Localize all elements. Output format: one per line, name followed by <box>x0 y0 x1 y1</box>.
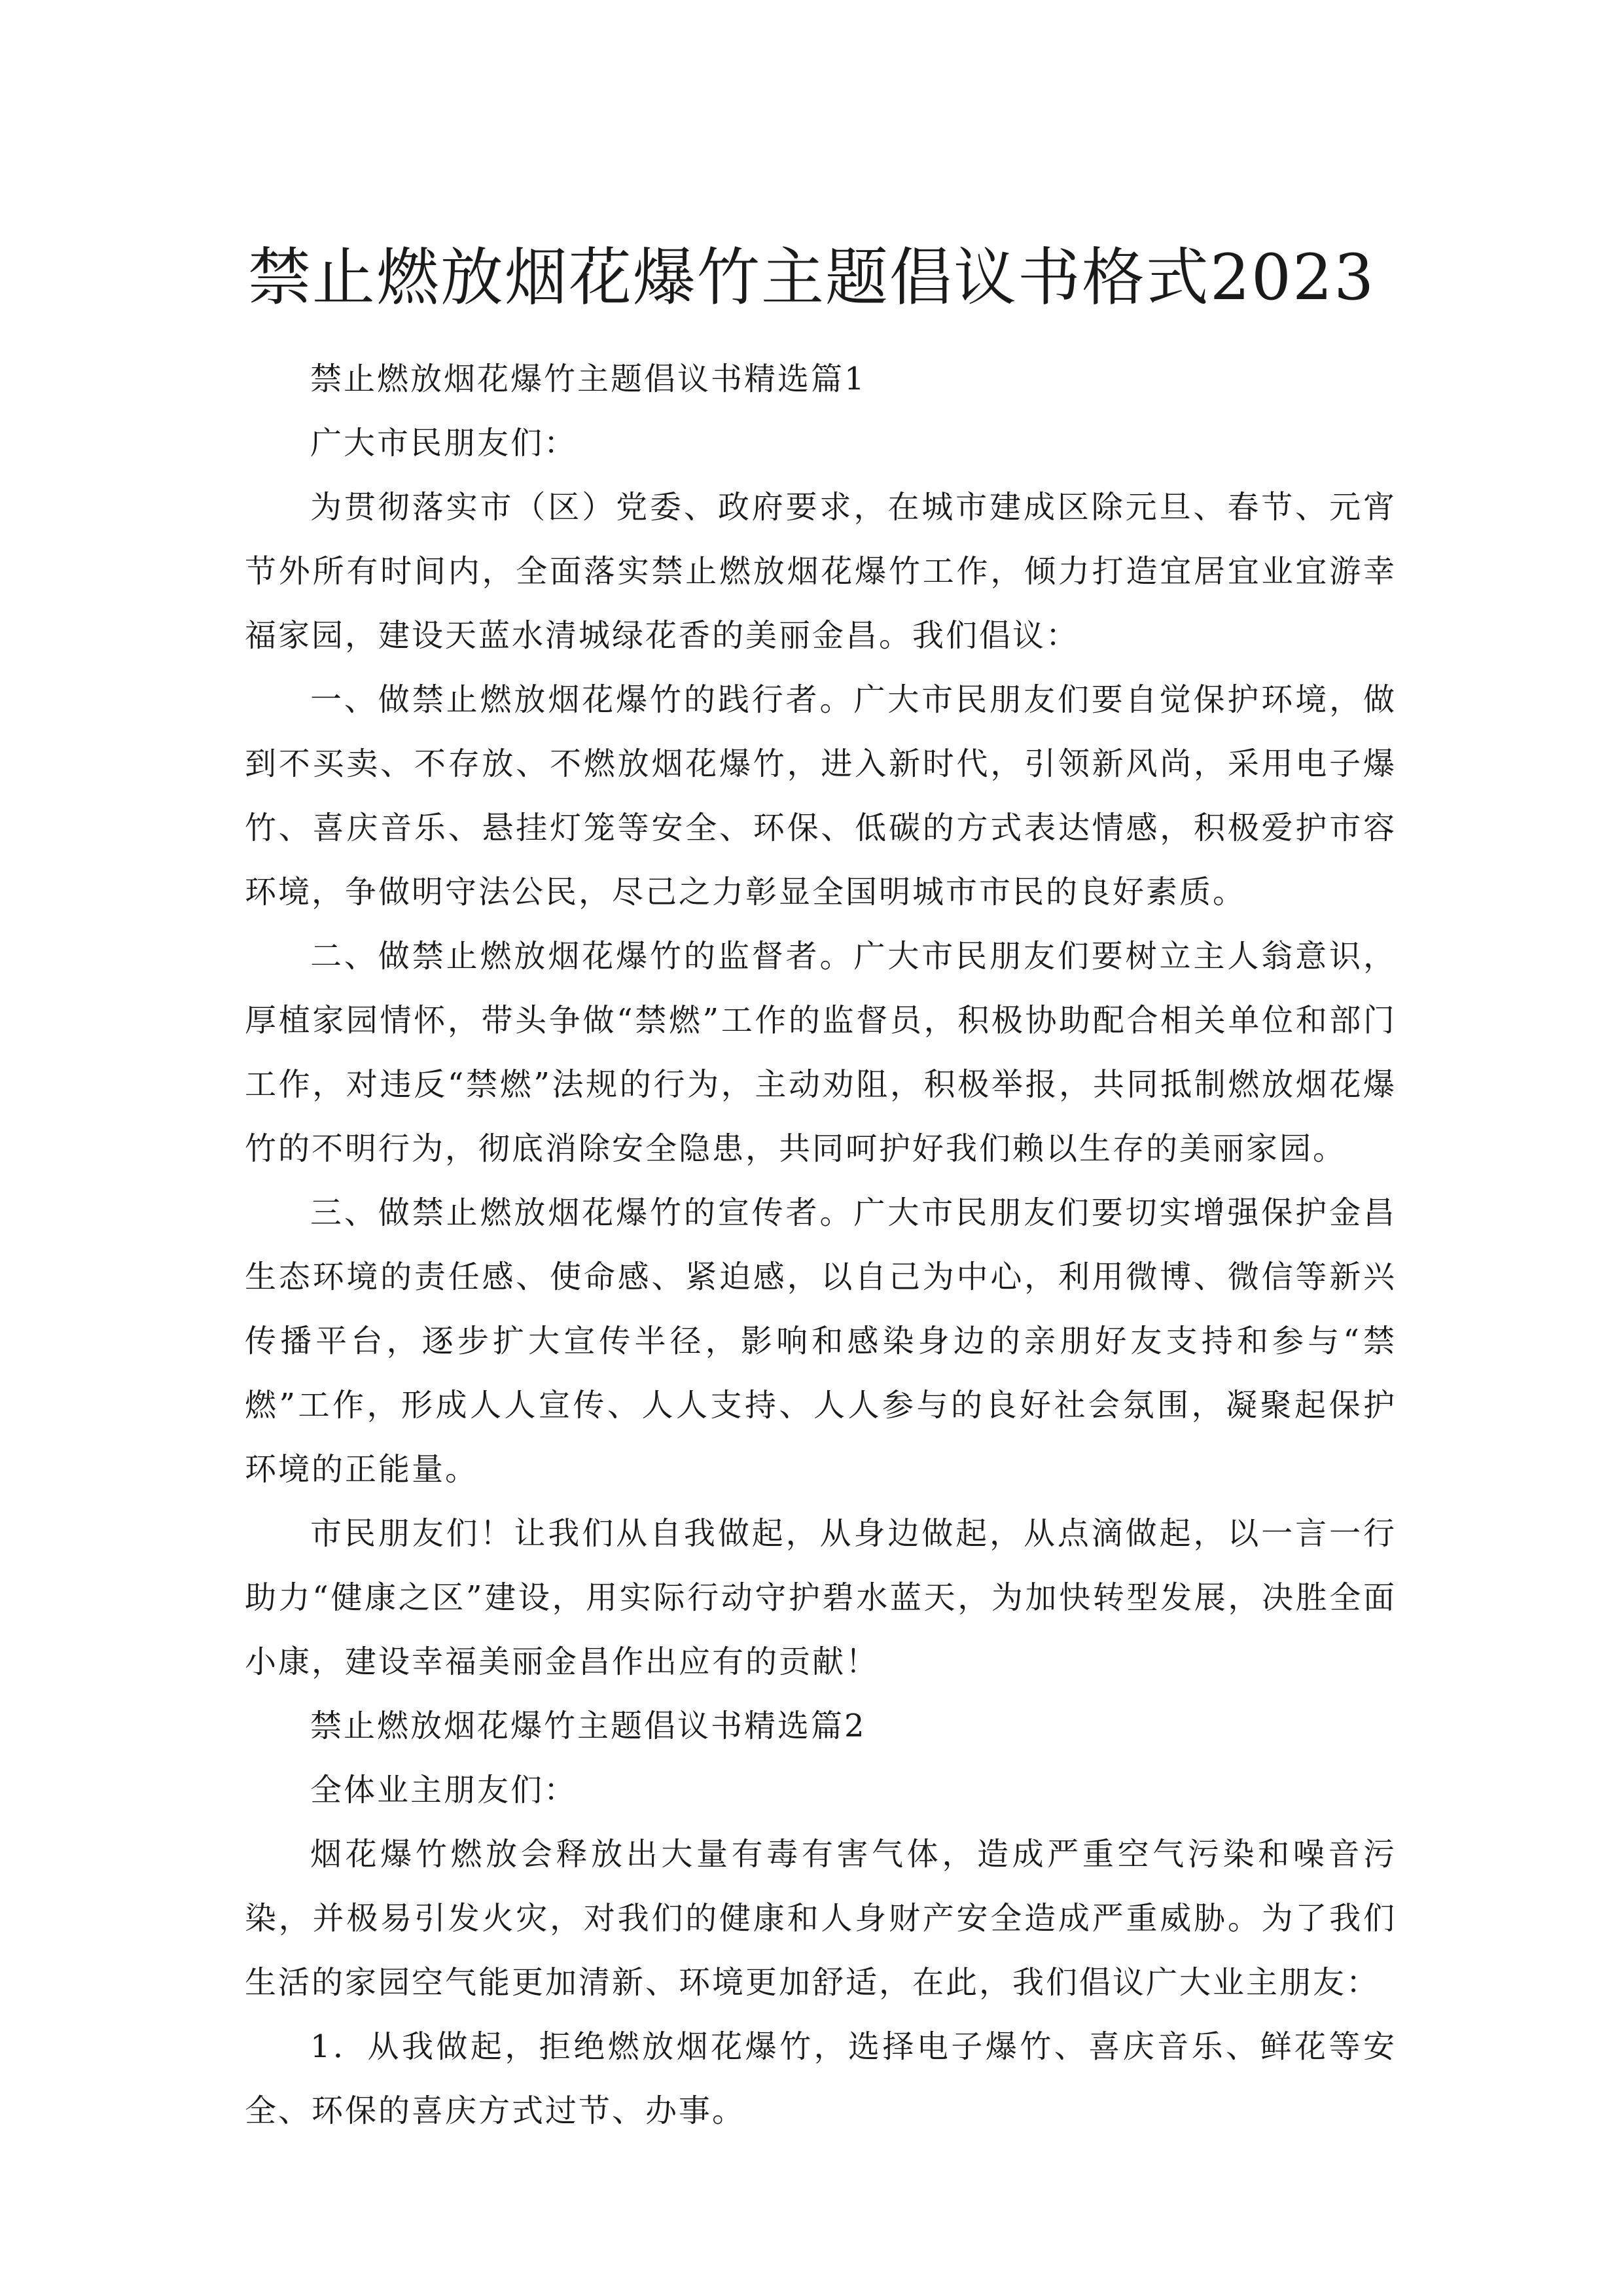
paragraph-item-2: 二、做禁止燃放烟花爆竹的监督者。广大市民朋友们要树立主人翁意识，厚植家园情怀，带头争做“禁燃”工作的监督员，积极协助配合相关单位和部门工作，对违反“禁燃”法规的行为，主动劝阻，积极举报，共同抵制燃放烟花爆竹的不明行为，彻底消除安全隐患，共同呵护好我们赖以生存的美丽家园。 <box>245 938 1397 1167</box>
paragraph-intro: 为贯彻落实市（区）党委、政府要求，在城市建成区除元旦、春节、元宵节外所有时间内，全面落实禁止燃放烟花爆竹工作，倾力打造宜居宜业宜游幸福家园，建设天蓝水清城绿花香的美丽金昌。我们倡议： <box>245 489 1397 654</box>
paragraph-closing: 市民朋友们！让我们从自我做起，从身边做起，从点滴做起，以一言一行助力“健康之区”建设，用实际行动守护碧水蓝天，为加快转型发展，决胜全面小康，建设幸福美丽金昌作出应有的贡献！ <box>245 1515 1397 1680</box>
section-heading-2: 禁止燃放烟花爆竹主题倡议书精选篇2 <box>310 1708 866 1744</box>
paragraph-intro-2: 烟花爆竹燃放会释放出大量有毒有害气体，造成严重空气污染和噪音污染，并极易引发火灾，对我们的健康和人身财产安全造成严重威胁。为了我们生活的家园空气能更加清新、环境更加舒适，在此，我们倡议广大业主朋友： <box>245 1836 1397 2001</box>
salutation-2: 全体业主朋友们： <box>310 1772 578 1808</box>
paragraph-item-3: 三、做禁止燃放烟花爆竹的宣传者。广大市民朋友们要切实增强保护金昌生态环境的责任感、使命感、紧迫感，以自己为中心，利用微博、微信等新兴传播平台，逐步扩大宣传半径，影响和感染身边的亲朋好友支持和参与“禁燃”工作，形成人人宣传、人人支持、人人参与的良好社会氛围，凝聚起保护环境的正能量。 <box>245 1194 1397 1488</box>
paragraph-point-1: 1．从我做起，拒绝燃放烟花爆竹，选择电子爆竹、喜庆音乐、鲜花等安全、环保的喜庆方式过节、办事。 <box>245 2028 1397 2129</box>
salutation-1: 广大市民朋友们： <box>310 425 578 461</box>
document-title: 禁止燃放烟花爆竹主题倡议书格式2023 <box>247 241 1376 315</box>
paragraph-item-1: 一、做禁止燃放烟花爆竹的践行者。广大市民朋友们要自觉保护环境，做到不买卖、不存放、不燃放烟花爆竹，进入新时代，引领新风尚，采用电子爆竹、喜庆音乐、悬挂灯笼等安全、环保、低碳的方式表达情感，积极爱护市容环境，争做明守法公民，尽己之力彰显全国明城市市民的良好素质。 <box>245 681 1397 910</box>
document-body <box>245 347 1397 2143</box>
section-heading-1: 禁止燃放烟花爆竹主题倡议书精选篇1 <box>310 361 866 397</box>
